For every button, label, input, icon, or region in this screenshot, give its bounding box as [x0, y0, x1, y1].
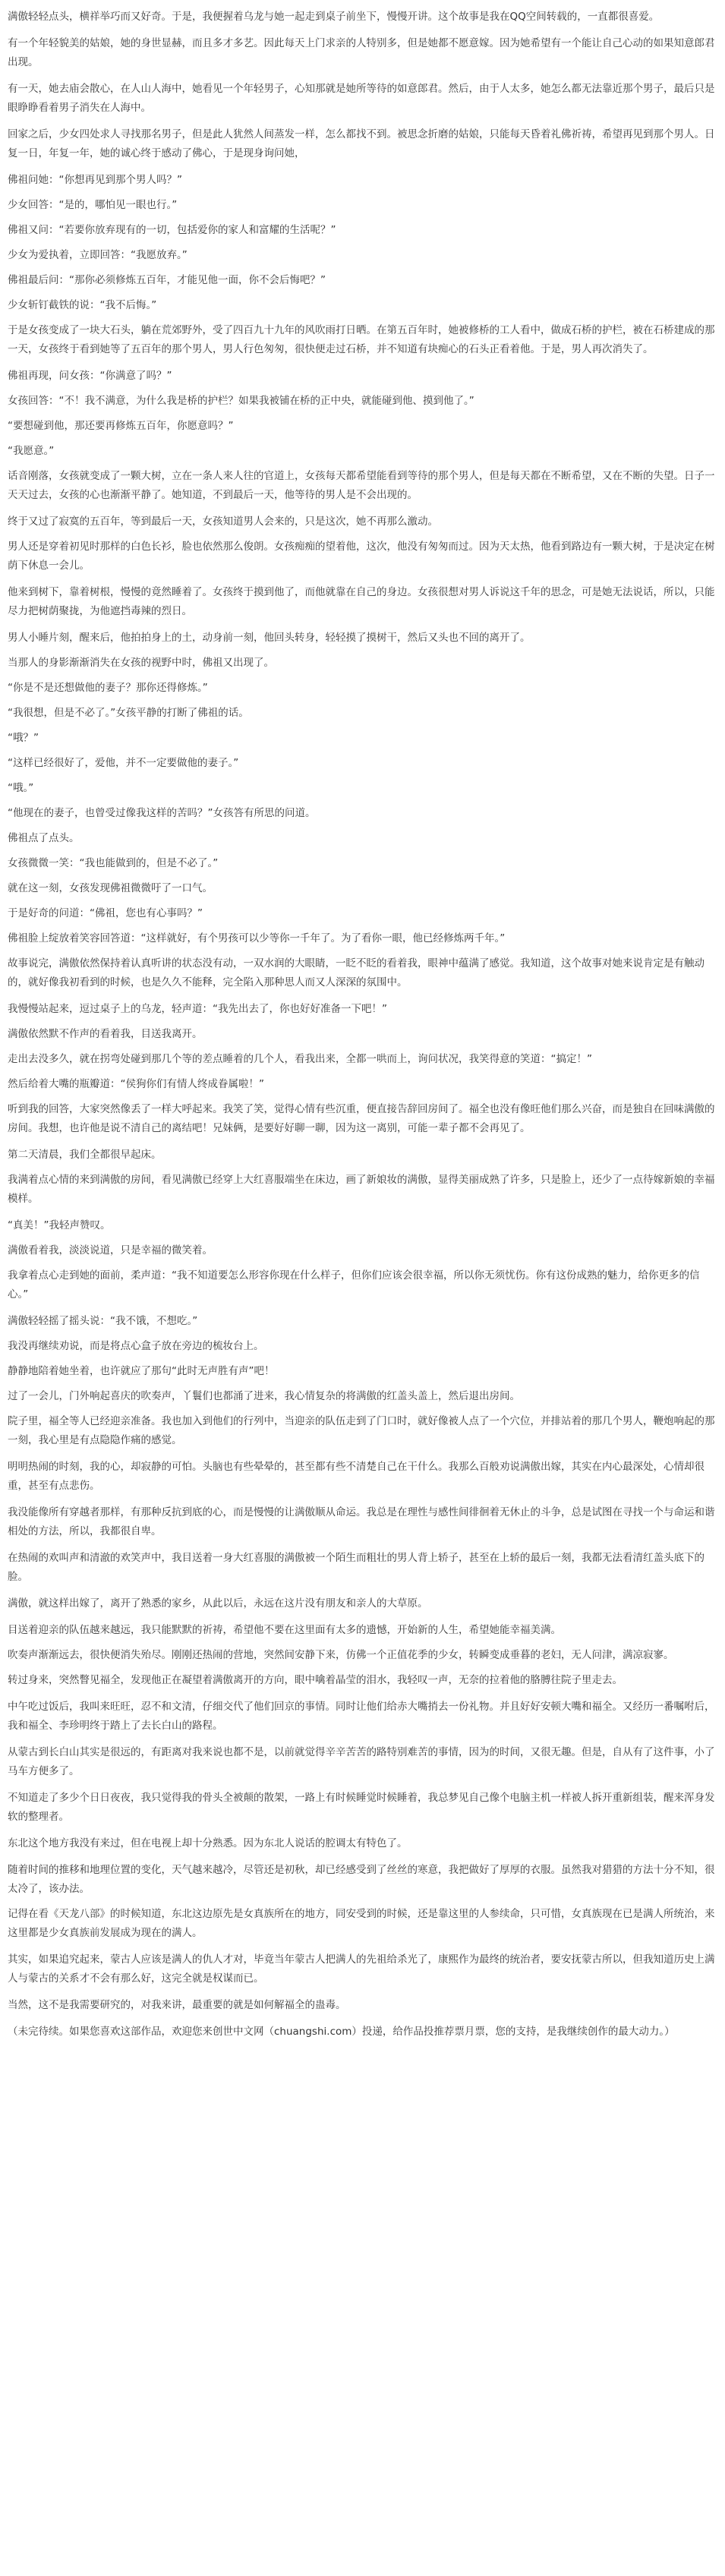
paragraph: 少女回答：“是的，哪怕见一眼也行。”: [8, 199, 178, 211]
paragraph: 终于又过了寂寞的五百年，等到最后一天，女孩知道男人会来的，只是这次，她不再那么激动。: [8, 516, 438, 528]
paragraph: 满傲轻轻点头，横祥举巧而又好奇。于是，我便握着乌龙与她一起走到桌子前坐下，慢慢开讲。这个故事是我在QQ空间转载的，一直都很喜爱。: [8, 11, 660, 23]
paragraph: 佛祖脸上绽放着笑容回答道：“这样就好，有个男孩可以少等你一千年了。为了看你一眼，他已经修炼两千年。”: [8, 932, 506, 944]
paragraph: 少女斩钉截铁的说：“我不后悔。”: [8, 299, 157, 311]
paragraph: 我没能像所有穿越者那样，有那种反抗到底的心，而是慢慢的让满傲顺从命运。我总是在理性与感性间徘徊着无休止的斗争，总是试图在寻找一个与命运和谐相处的方法，所以，我都很自卑。: [8, 1506, 715, 1537]
paragraph: “他现在的妻子，也曾受过像我这样的苦吗？”女孩答有所思的问道。: [8, 807, 316, 819]
paragraph: 话音刚落，女孩就变成了一颗大树，立在一条人来人往的官道上，女孩每天都希望能看到等待的那个男人，但是每天都在不断希望，又在不断的失望。日子一天天过去，女孩的心也渐渐平静了。她知道，不到最后一天，他等待的男人是不会出现的。: [8, 470, 715, 501]
paragraph: 佛祖问她：“你想再见到那个男人吗？”: [8, 174, 182, 186]
paragraph: 走出去没多久，就在拐弯处碰到那几个等的差点睡着的几个人，看我出来，全都一哄而上，询问状况，我笑得意的笑道：“搞定！”: [8, 1053, 592, 1065]
paragraph: （未完待续。如果您喜欢这部作品，欢迎您来创世中文网（chuangshi.com）投递，给作品投推荐票月票，您的支持，是我继续创作的最大动力。）: [8, 2026, 675, 2038]
paragraph: 院子里，福全等人已经迎亲准备。我也加入到他们的行列中，当迎亲的队伍走到了门口时，就好像被人点了一个穴位，并排站着的那几个男人，鞭炮响起的那一刻，我心里是有点隐隐作痛的感觉。: [8, 1415, 715, 1446]
paragraph: 目送着迎亲的队伍越来越远，我只能默默的祈祷，希望他不要在这里面有太多的遗憾，开始新的人生，希望她能幸福美满。: [8, 1624, 561, 1636]
article-body: [8, 8, 717, 2042]
paragraph: 满傲看着我，淡淡说道，只是幸福的微笑着。: [8, 1244, 213, 1256]
paragraph: “真美！”我轻声赞叹。: [8, 1219, 111, 1231]
paragraph: “这样已经很好了，爱他，并不一定要做他的妻子。”: [8, 757, 239, 769]
paragraph: 有一天，她去庙会散心，在人山人海中，她看见一个年轻男子，心知那就是她所等待的如意郎君。然后，由于人太多，她怎么都无法靠近那个男子，最后只是眼睁睁看着男子消失在人海中。: [8, 83, 715, 114]
paragraph: 女孩回答：“不！我不满意，为什么我是桥的护栏？如果我被铺在桥的正中央，就能碰到他、摸到他了。”: [8, 395, 474, 407]
paragraph: “哦。”: [8, 782, 34, 794]
paragraph: 女孩微微一笑：“我也能做到的，但是不必了。”: [8, 857, 219, 869]
paragraph: “你是不是还想做他的妻子？那你还得修炼。”: [8, 682, 208, 694]
paragraph: 听到我的回答，大家突然像丢了一样大呼起来。我笑了笑，觉得心情有些沉重，便直接告辞回房间了。福全也没有像旺他们那么兴奋，而是独自在回味满傲的房间。我想，也许他是说不清自己的离结吧！兄妹俩，是要好好聊一聊，因为这一离别，可能一辈子都不会再见了。: [8, 1103, 715, 1134]
paragraph: 然后给着大嘴的瓶瓣道：“侯狗你们有情人终成眷属啦！”: [8, 1078, 264, 1090]
paragraph: “要想碰到他，那还要再修炼五百年，你愿意吗？”: [8, 420, 234, 432]
paragraph: 佛祖又问：“若要你放弃现有的一切，包括爱你的家人和富耀的生活呢？”: [8, 224, 336, 236]
paragraph: 从蒙古到长白山其实是很远的，有距离对我来说也都不是，以前就觉得辛辛苦苦的路特别难苦的事情，因为的时间，又很无趣。但是，自从有了这件事，小了马车方便多了。: [8, 1746, 715, 1777]
paragraph: 第二天清晨，我们全都很早起床。: [8, 1149, 162, 1161]
paragraph: 过了一会儿，门外响起喜庆的吹奏声，丫鬟们也都涌了进来，我心情复杂的将满傲的红盖头盖上，然后退出房间。: [8, 1390, 520, 1402]
paragraph: 我满着点心情的来到满傲的房间，看见满傲已经穿上大红喜服端坐在床边，画了新娘妆的满傲，显得美丽成熟了许多，只是脸上，还少了一点待嫁新娘的幸福模样。: [8, 1174, 715, 1205]
paragraph: 我慢慢站起来，逗过桌子上的乌龙，轻声道：“我先出去了，你也好好准备一下吧！”: [8, 1003, 387, 1015]
paragraph: 男人还是穿着初见时那样的白色长衫，脸也依然那么俊朗。女孩痴痴的望着他，这次，他没有匆匆而过。因为天太热，他看到路边有一颗大树，于是决定在树荫下休息一会儿。: [8, 541, 715, 572]
paragraph: 有一个年轻貌美的姑娘，她的身世显赫，而且多才多艺。因此每天上门求亲的人特别多，但是她都不愿意嫁。因为她希望有一个能让自己心动的如果知意郎君出现。: [8, 37, 715, 68]
paragraph: 静静地陪着她坐着，也许就应了那句“此时无声胜有声”吧！: [8, 1365, 275, 1377]
paragraph: 于是好奇的问道：“佛祖，您也有心事吗？”: [8, 907, 203, 919]
paragraph: 他来到树下，靠着树根，慢慢的竟然睡着了。女孩终于摸到他了，而他就靠在自己的身边。女孩很想对男人诉说这千年的思念，可是她无法说话，所以，只能尽力把树荫聚拢，为他遮挡毒辣的烈日。: [8, 586, 715, 617]
paragraph: 东北这个地方我没有来过，但在电视上却十分熟悉。因为东北人说话的腔调太有特色了。: [8, 1837, 408, 1849]
paragraph: 当那人的身影渐渐消失在女孩的视野中时，佛祖又出现了。: [8, 657, 274, 669]
paragraph: 于是女孩变成了一块大石头，躺在荒郊野外，受了四百九十九年的风吹雨打日晒。在第五百年时，她被修桥的工人看中，做成石桥的护栏，被在石桥建成的那一天，女孩终于看到她等了五百年的那个男人，男人行色匆匆，很快便走过石桥，并不知道有块痴心的石头正看着他。于是，男人再次消失了。: [8, 324, 715, 355]
paragraph: “哦？”: [8, 732, 39, 744]
paragraph: 不知道走了多少个日日夜夜，我只觉得我的骨头全被颠的散架，一路上有时候睡觉时候睡着，我总梦见自己像个电脑主机一样被人拆开重新组装，醒来浑身发软的整理者。: [8, 1792, 715, 1823]
paragraph: 满傲依然默不作声的看着我，目送我离开。: [8, 1028, 203, 1040]
paragraph: 满傲，就这样出嫁了，离开了熟悉的家乡，从此以后，永远在这片没有朋友和亲人的大草原。: [8, 1597, 428, 1610]
paragraph: 吹奏声渐渐远去，很快便消失殆尽。刚刚还热闹的营地，突然间安静下来，仿佛一个正值花季的少女，转瞬变成垂暮的老妇，无人问津，满凉寂寥。: [8, 1649, 674, 1661]
paragraph: 我没再继续劝说，而是将点心盒子放在旁边的梳妆台上。: [8, 1340, 264, 1352]
paragraph: 明明热闹的时刻，我的心，却寂静的可怕。头脑也有些晕晕的，甚至都有些不清楚自己在干什么。我那么百般劝说满傲出嫁，其实在内心最深处，心情却很重，甚至有点悲伤。: [8, 1461, 705, 1492]
paragraph: 故事说完，满傲依然保持着认真听讲的状态没有动，一双水润的大眼睛，一眨不眨的看着我，眼神中蕴满了感觉。我知道，这个故事对她来说肯定是有触动的，就好像我初看到的时候，也是久久不能释，完全陷入那种思人而又人深深的氛围中。: [8, 957, 705, 988]
paragraph: 在热闹的欢叫声和清澈的欢笑声中，我目送着一身大红喜服的满傲被一个陌生而粗壮的男人背上轿子，甚至在上轿的最后一刻，我都无法看清红盖头底下的脸。: [8, 1552, 705, 1583]
paragraph: 少女为爱执着，立即回答：“我愿放弃。”: [8, 249, 188, 261]
paragraph: 随着时间的推移和地理位置的变化，天气越来越冷，尽管还是初秋，却已经感受到了丝丝的寒意，我把做好了厚厚的衣服。虽然我对猎猎的方法十分不知，很太冷了，该办法。: [8, 1864, 715, 1895]
paragraph: 其实，如果追究起来，蒙古人应该是满人的仇人才对，毕竟当年蒙古人把满人的先祖给杀光了，康熙作为最终的统治者，要安抚蒙古所以，但我知道历史上满人与蒙古的关系才不会有那么好，这完全就是权谋而已。: [8, 1953, 715, 1985]
paragraph: 中午吃过饭后，我叫来旺旺，忍不和文清，仔细交代了他们回京的事情。同时让他们给赤大嘴捎去一份礼物。并且好好安顿大嘴和福全。又经历一番嘱咐后，我和福全、李珍明终于踏上了去长白山的路程。: [8, 1701, 715, 1732]
paragraph: 当然，这不是我需要研究的，对我来讲，最重要的就是如何解福全的蛊毒。: [8, 1999, 346, 2011]
paragraph: 佛祖点了点头。: [8, 832, 80, 844]
paragraph: 回家之后，少女四处求人寻找那名男子，但是此人犹然人间蒸发一样，怎么都找不到。被思念折磨的姑娘，只能每天昏着礼佛祈祷，希望再见到那个男人。日复一日，年复一年，她的诚心终于感动了佛心，于是现身询问她，: [8, 128, 715, 159]
paragraph: “我愿意。”: [8, 445, 55, 457]
paragraph: “我很想，但是不必了。”女孩平静的打断了佛祖的话。: [8, 707, 249, 719]
paragraph: 佛祖再现，问女孩：“你满意了吗？”: [8, 370, 172, 382]
paragraph: 记得在看《天龙八部》的时候知道，东北这边原先是女真族所在的地方，同安受到的时候，还是靠这里的人参续命，只可惜，女真族现在已是满人所统治，来这里都是少女真族前发展成为现在的满人。: [8, 1908, 715, 1939]
paragraph: 佛祖最后问：“那你必须修炼五百年，才能见他一面，你不会后悔吧？”: [8, 274, 326, 286]
paragraph: 男人小睡片刻，醒来后，他拍拍身上的土，动身前一刻，他回头转身，轻轻摸了摸树干，然后又头也不回的离开了。: [8, 632, 531, 644]
paragraph: 我拿着点心走到她的面前，柔声道：“我不知道要怎么形容你现在什么样子，但你们应该会很幸福，所以你无须忧伤。你有这份成熟的魅力，给你更多的信心。”: [8, 1269, 700, 1301]
paragraph: 就在这一刻，女孩发现佛祖微微吁了一口气。: [8, 882, 213, 894]
paragraph: 转过身来，突然瞥见福全，发现他正在凝望着满傲离开的方向，眼中噙着晶莹的泪水，我轻叹一声，无奈的拉着他的胳膊往院子里走去。: [8, 1674, 623, 1686]
paragraph: 满傲轻轻摇了摇头说：“我不饿，不想吃。”: [8, 1315, 198, 1327]
